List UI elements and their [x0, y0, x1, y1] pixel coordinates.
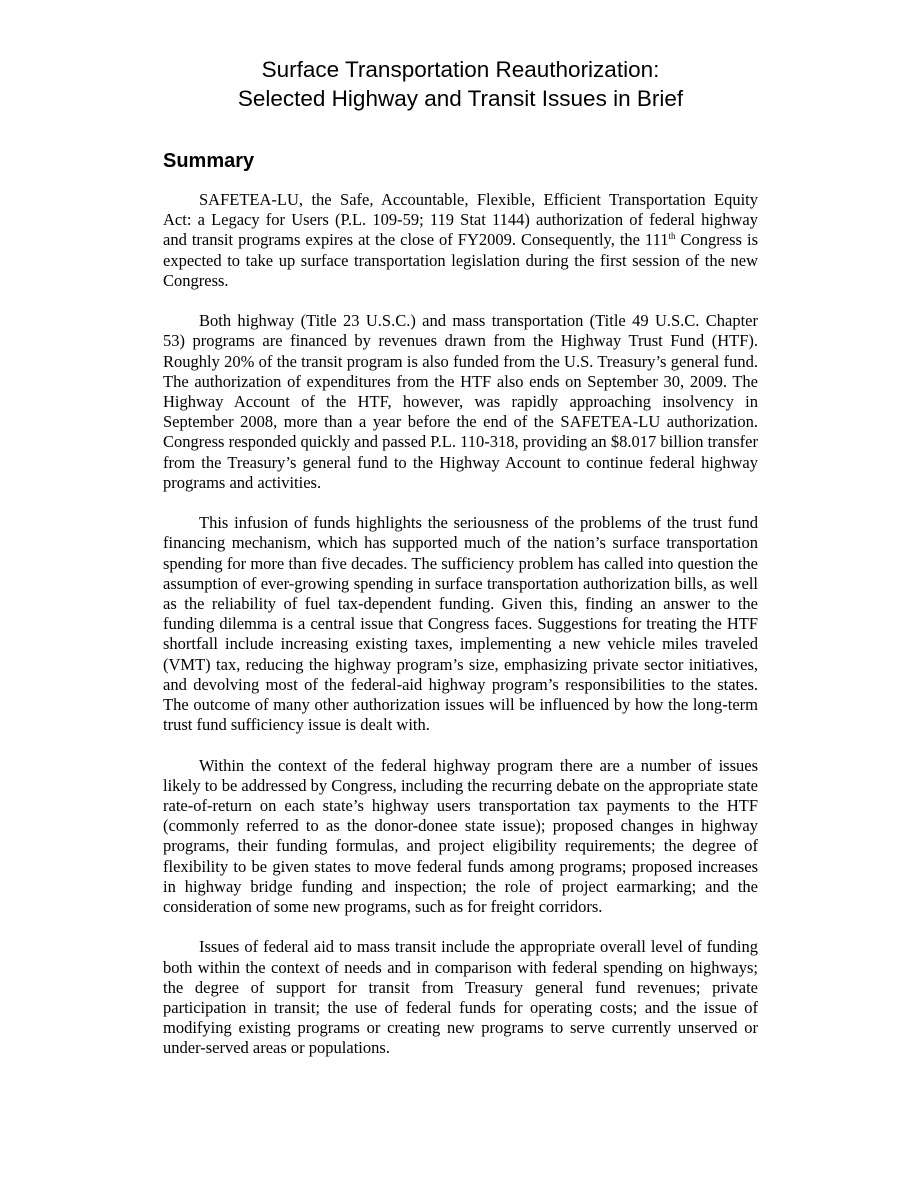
document-title — [163, 55, 758, 113]
section-heading: Summary — [163, 150, 255, 172]
ordinal-superscript: th — [668, 231, 676, 242]
title-line-1: Surface Transportation Reauthorization: — [261, 57, 660, 82]
paragraph-4: Within the context of the federal highway program there are a number of issues likely to be addressed by Congress, including the recurring debate on the appropriate state rate-of-return on each state’s highway users transportation tax payments to the HTF (commonly referred to as the donor-donee state issue); proposed changes in highway programs, their funding formulas, and project eligibility requirements; the degree of flexibility to be given states to move federal funds among programs; proposed increases in highway bridge funding and inspection; the role of project earmarking; and the consideration of some new programs, such as for freight corridors. — [163, 755, 758, 917]
paragraph-1-text-b: Congress is expected to take up surface transportation legislation during the first session of the new Congress. — [163, 230, 758, 290]
title-line-2: Selected Highway and Transit Issues in Brief — [237, 86, 684, 111]
paragraph-2: Both highway (Title 23 U.S.C.) and mass transportation (Title 49 U.S.C. Chapter 53) programs are financed by revenues drawn from the Highway Trust Fund (HTF). Roughly 20% of the transit program is also funded from the U.S. Treasury’s general fund. The authorization of expenditures from the HTF also ends on September 30, 2009. The Highway Account of the HTF, however, was rapidly approaching insolvency in September 2008, more than a year before the end of the SAFETEA-LU authorization. Congress responded quickly and passed P.L. 110-318, providing an $8.017 billion transfer from the Treasury’s general fund to the Highway Account to continue federal highway programs and activities. — [163, 311, 758, 492]
paragraph-3: This infusion of funds highlights the seriousness of the problems of the trust fund financing mechanism, which has supported much of the nation’s surface transportation spending for more than five decades. The sufficiency problem has called into question the assumption of ever-growing spending in surface transportation authorization bills, as well as the reliability of fuel tax-dependent funding. Given this, finding an answer to the funding dilemma is a central issue that Congress faces. Suggestions for treating the HTF shortfall include increasing existing taxes, implementing a new vehicle miles traveled (VMT) tax, reducing the highway program’s size, emphasizing private sector initiatives, and devolving most of the federal-aid highway program’s responsibilities to the states. The outcome of many other authorization issues will be influenced by how the long-term trust fund sufficiency issue is dealt with. — [163, 513, 758, 735]
paragraph-1 — [163, 190, 758, 291]
paragraph-5: Issues of federal aid to mass transit include the appropriate overall level of funding both within the context of needs and in comparison with federal spending on highways; the degree of support for transit from Treasury general fund revenues; private participation in transit; the use of federal funds for operating costs; and the issue of modifying existing programs or creating new programs to serve currently unserved or under-served areas or populations. — [163, 937, 758, 1058]
paragraph-1-text-a: SAFETEA-LU, the Safe, Accountable, Flexible, Efficient Transportation Equity Act: a Legacy for Users (P.L. 109-59; 119 Stat 1144) authorization of federal highway and transit programs expires at the close of FY2009. Consequently, the 111 — [163, 190, 758, 250]
document-page — [163, 55, 758, 1079]
